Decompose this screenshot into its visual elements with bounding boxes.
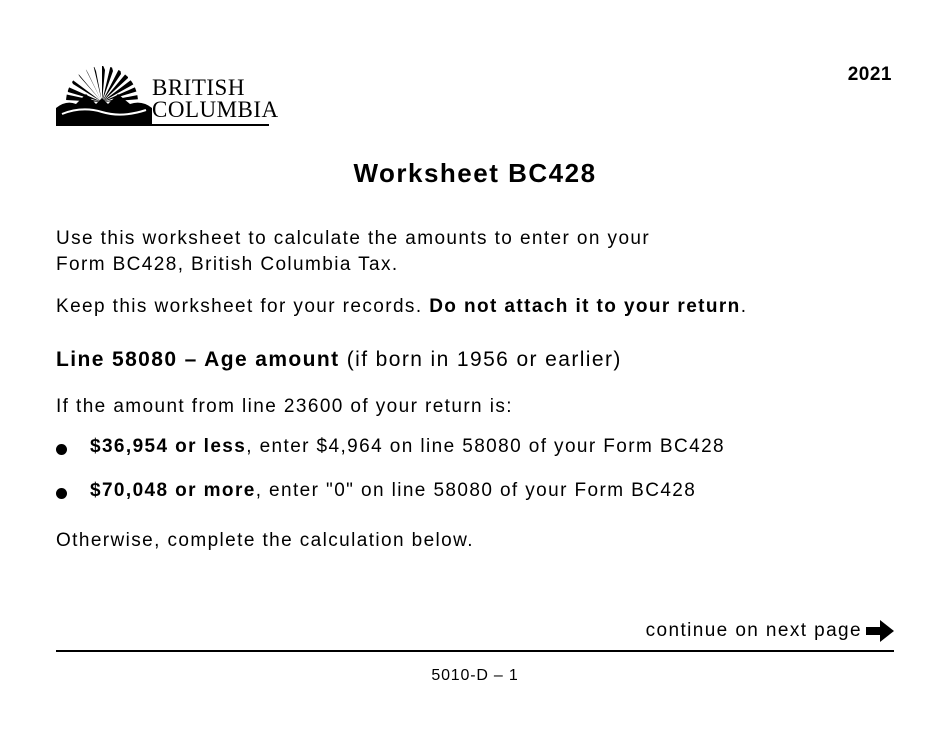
section-heading-rest: (if born in 1956 or earlier) (339, 348, 622, 371)
intro-line-2: Form BC428, British Columbia Tax. (56, 254, 399, 275)
tax-year: 2021 (847, 64, 892, 85)
continue-text: continue on next page (645, 620, 862, 641)
keep-records-paragraph (56, 294, 747, 320)
page-title: Worksheet BC428 (353, 158, 597, 188)
logo-line-1: BRITISH (152, 75, 245, 100)
condition-intro: If the amount from line 23600 of your return is: (56, 396, 513, 417)
bullet-icon (56, 488, 67, 499)
arrow-right-icon (866, 620, 894, 642)
continue-note (646, 620, 894, 642)
bullet-icon (56, 444, 67, 455)
keep-warning: Do not attach it to your return (429, 296, 741, 317)
logo-wordmark (152, 77, 279, 121)
instruction-low: , enter $4,964 on line 58080 of your Form BC428 (246, 436, 725, 457)
instruction-high: , enter "0" on line 58080 of your Form BC428 (255, 480, 697, 501)
sun-over-mountains-icon (56, 64, 152, 128)
bc-logo (56, 64, 288, 128)
logo-line-2: COLUMBIA (152, 97, 279, 122)
list-item-text (90, 436, 725, 458)
section-heading-bold: Line 58080 – Age amount (56, 348, 340, 371)
section-heading (56, 348, 622, 372)
footer-divider (56, 650, 894, 652)
intro-paragraph (56, 226, 650, 278)
page-number: 5010-D – 1 (431, 667, 519, 684)
keep-end: . (740, 296, 748, 317)
keep-text: Keep this worksheet for your records. (56, 296, 430, 317)
logo-underline (151, 124, 269, 126)
intro-line-1: Use this worksheet to calculate the amounts to enter on your (56, 228, 651, 249)
threshold-high: $70,048 or more (90, 480, 256, 501)
threshold-low: $36,954 or less (90, 436, 247, 457)
list-item-text (90, 480, 696, 502)
otherwise-paragraph: Otherwise, complete the calculation below. (56, 530, 474, 551)
